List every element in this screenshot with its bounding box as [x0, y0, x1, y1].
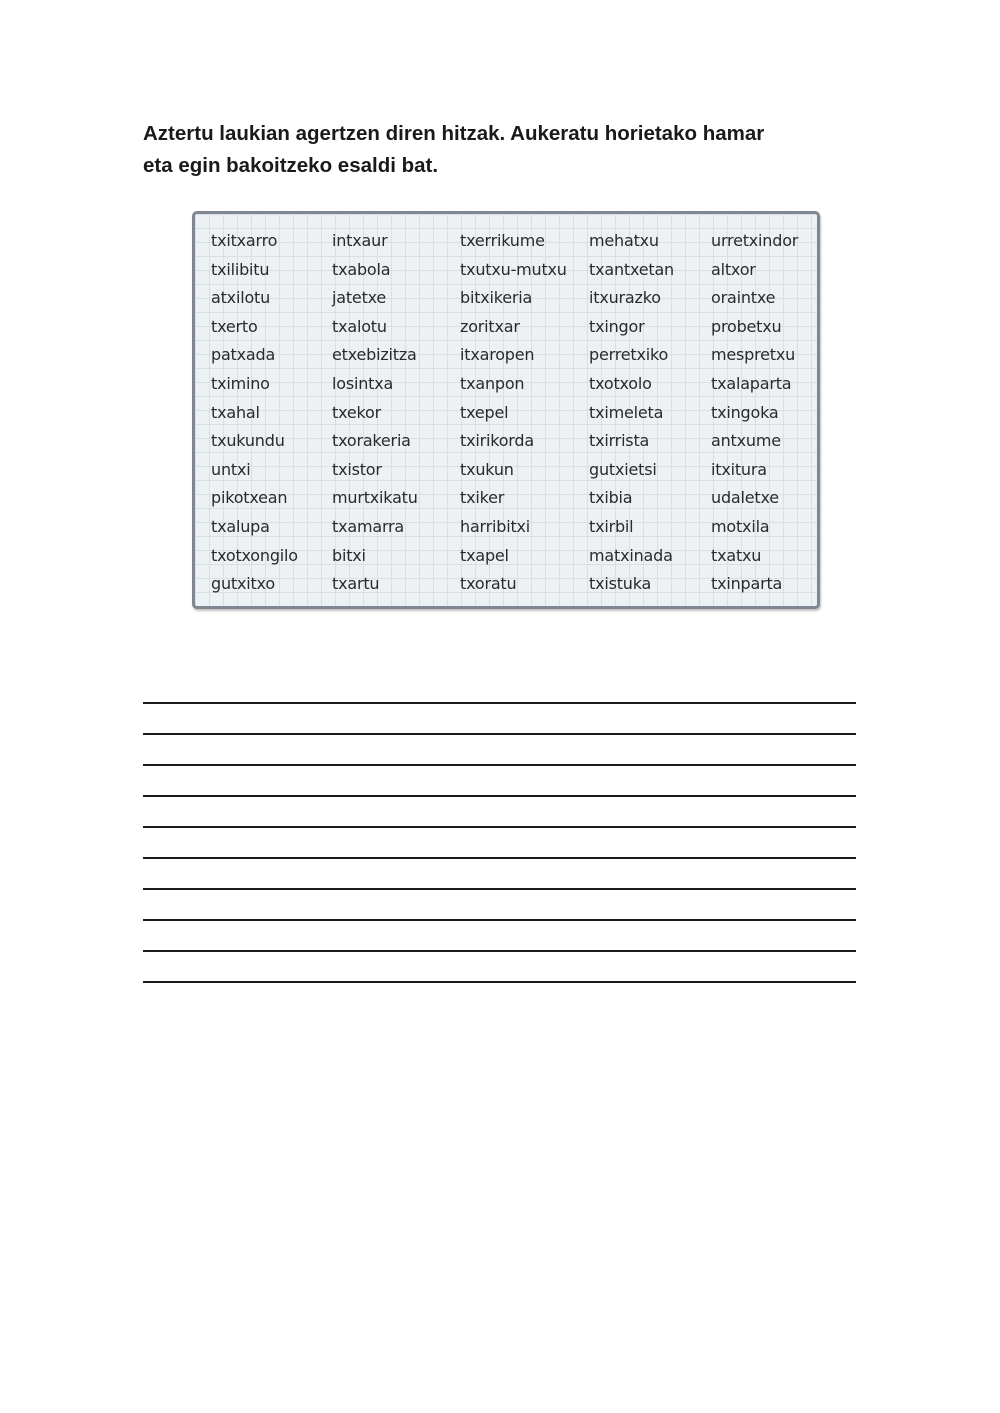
- writing-lines: [143, 702, 856, 1012]
- instructions-text: [143, 118, 873, 182]
- word-cell: jatetxe: [332, 288, 387, 308]
- word-cell: txutxu-mutxu: [460, 259, 567, 279]
- word-cell: oraintxe: [711, 288, 776, 308]
- word-cell: mehatxu: [589, 231, 659, 250]
- word-cell: bitxi: [332, 545, 366, 565]
- answer-line[interactable]: [143, 826, 856, 857]
- word-cell: txabola: [332, 259, 391, 279]
- word-cell: txirrista: [589, 431, 650, 451]
- word-cell: txingor: [589, 316, 645, 336]
- answer-line[interactable]: [143, 950, 856, 981]
- answer-line[interactable]: [143, 919, 856, 950]
- word-cell: txinparta: [711, 574, 783, 594]
- answer-line[interactable]: [143, 888, 856, 919]
- word-cell: txiker: [460, 488, 505, 508]
- answer-line[interactable]: [143, 702, 856, 733]
- answer-line[interactable]: [143, 795, 856, 826]
- word-box: [192, 211, 820, 609]
- word-cell: txistuka: [589, 574, 652, 594]
- word-cell: txitxarro: [211, 231, 278, 250]
- word-cell: tximeleta: [589, 402, 664, 422]
- answer-line[interactable]: [143, 981, 856, 1012]
- word-cell: txerrikume: [460, 231, 545, 250]
- word-cell: itxurazko: [589, 288, 661, 308]
- word-cell: perretxiko: [589, 345, 669, 365]
- word-cell: udaletxe: [711, 488, 779, 508]
- word-cell: txirikorda: [460, 431, 534, 451]
- word-cell: txingoka: [711, 402, 779, 422]
- word-cell: txukundu: [211, 431, 285, 451]
- word-cell: murtxikatu: [332, 488, 418, 508]
- word-cell: atxilotu: [211, 288, 271, 308]
- word-cell: untxi: [211, 459, 251, 479]
- word-cell: txalotu: [332, 316, 387, 336]
- word-cell: losintxa: [332, 373, 394, 393]
- word-cell: pikotxean: [211, 488, 288, 508]
- word-cell: txekor: [332, 402, 381, 422]
- word-cell: txalaparta: [711, 373, 792, 393]
- instructions-line-2: eta egin bakoitzeko esaldi bat.: [143, 154, 439, 177]
- word-cell: mespretxu: [711, 345, 796, 365]
- word-cell: patxada: [211, 345, 276, 365]
- word-cell: altxor: [711, 259, 756, 279]
- word-cell: txistor: [332, 459, 382, 479]
- word-cell: txotxongilo: [211, 545, 298, 565]
- word-cell: urretxindor: [711, 231, 799, 250]
- word-cell: txalupa: [211, 516, 270, 536]
- word-cell: matxinada: [589, 545, 673, 565]
- word-cell: zoritxar: [460, 316, 520, 336]
- word-cell: etxebizitza: [332, 345, 417, 365]
- word-cell: txepel: [460, 402, 509, 422]
- word-cell: txantxetan: [589, 259, 675, 279]
- word-cell: itxaropen: [460, 345, 535, 365]
- word-cell: txirbil: [589, 516, 634, 536]
- word-cell: txerto: [211, 316, 258, 336]
- word-cell: txamarra: [332, 516, 405, 536]
- word-cell: gutxietsi: [589, 459, 657, 479]
- word-cell: itxitura: [711, 459, 767, 479]
- answer-line[interactable]: [143, 764, 856, 795]
- word-cell: txanpon: [460, 373, 525, 393]
- word-cell: motxila: [711, 516, 770, 536]
- word-cell: harribitxi: [460, 516, 531, 536]
- word-cell: txapel: [460, 545, 509, 565]
- word-cell: txibia: [589, 488, 633, 508]
- word-cell: txartu: [332, 574, 380, 594]
- word-cell: txorakeria: [332, 431, 411, 451]
- word-cell: intxaur: [332, 231, 388, 250]
- word-cell: antxume: [711, 431, 781, 451]
- word-cell: bitxikeria: [460, 288, 533, 308]
- word-cell: probetxu: [711, 316, 782, 336]
- instructions-line-1: Aztertu laukian agertzen diren hitzak. Aukeratu horietako hamar: [143, 122, 765, 145]
- word-grid: [211, 230, 821, 602]
- word-cell: tximino: [211, 373, 270, 393]
- word-cell: gutxitxo: [211, 574, 275, 594]
- word-cell: txotxolo: [589, 373, 652, 393]
- word-cell: txahal: [211, 402, 260, 422]
- word-cell: txoratu: [460, 574, 517, 594]
- word-cell: txilibitu: [211, 259, 270, 279]
- answer-line[interactable]: [143, 857, 856, 888]
- word-cell: txatxu: [711, 545, 762, 565]
- answer-line[interactable]: [143, 733, 856, 764]
- word-cell: txukun: [460, 459, 514, 479]
